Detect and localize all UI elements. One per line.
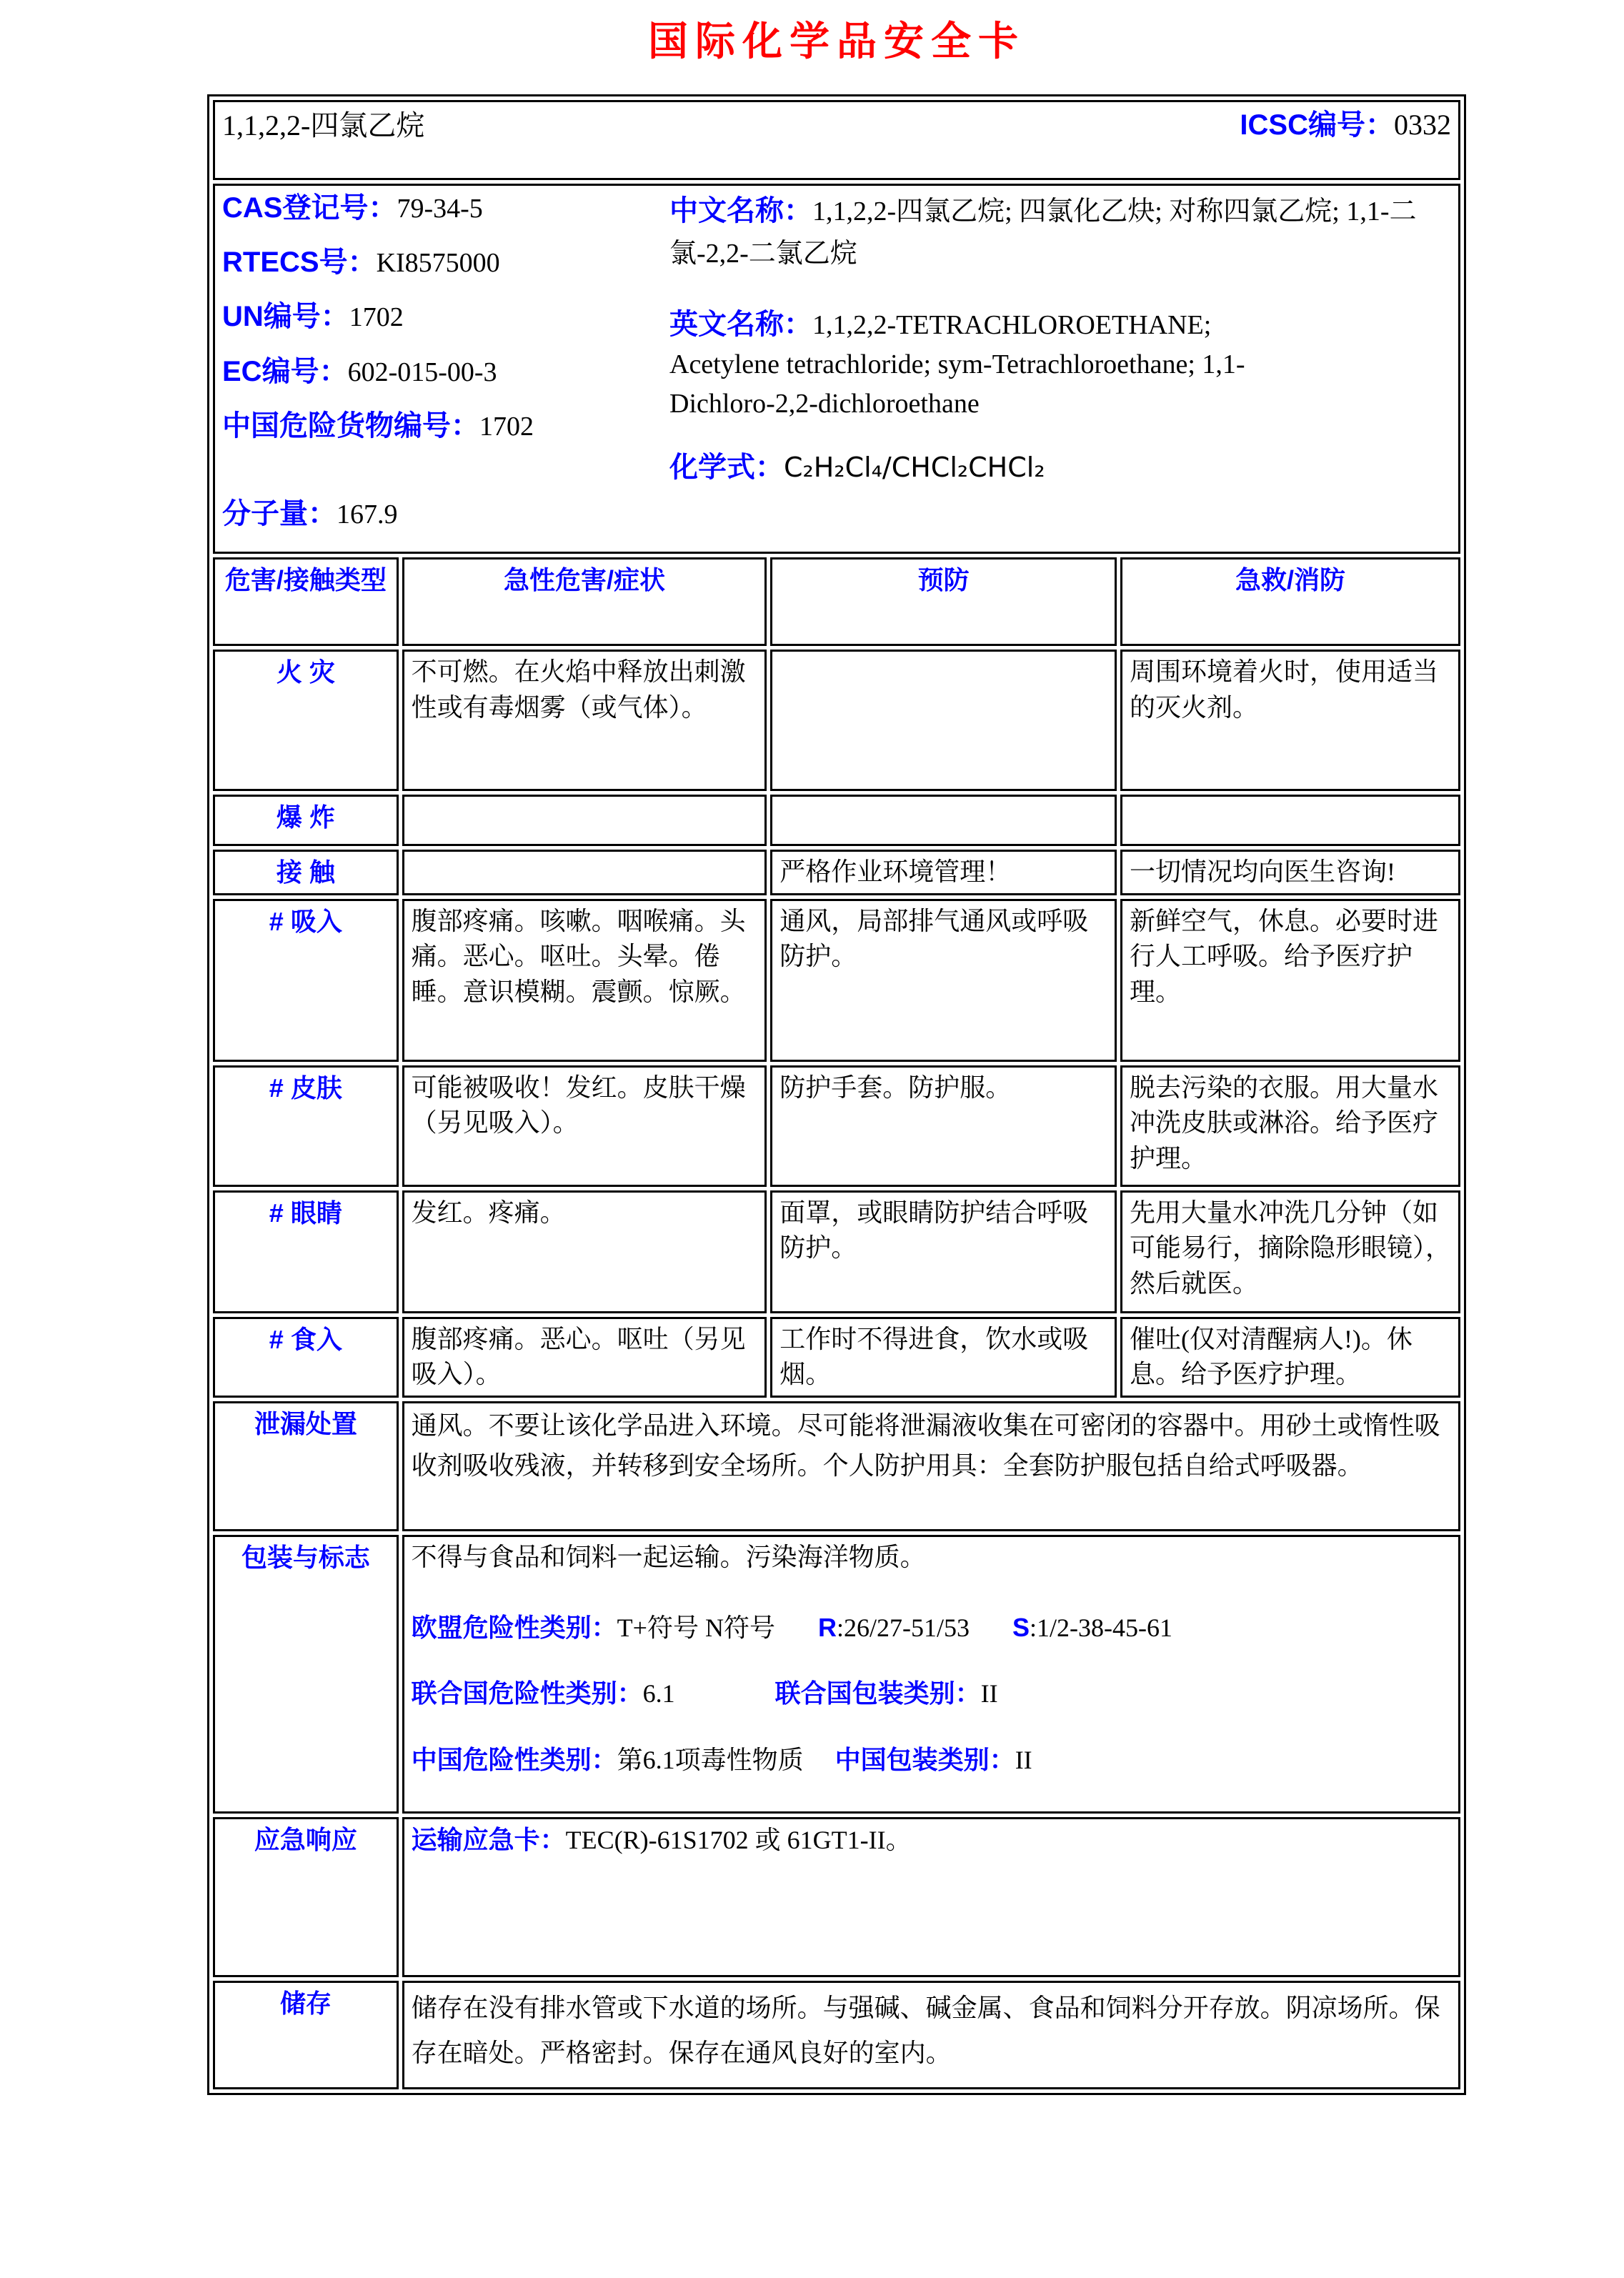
un-hazard-class-label: 联合国危险性类别：: [411, 1678, 643, 1708]
un-hazard-class-value: 6.1: [642, 1679, 675, 1708]
cas-number-line: [222, 189, 665, 228]
section-label: 储存: [213, 1981, 399, 2089]
rtecs-number-line: [222, 243, 665, 282]
cn-pack-group-label: 中国包装类别：: [835, 1745, 1015, 1775]
table-row-packaging-labeling: [213, 1535, 1460, 1814]
spill-disposal-text-cell: [402, 1401, 1460, 1531]
english-name-line: [669, 304, 1255, 424]
china-dg-value: 1702: [479, 411, 534, 442]
table-row-emergency-response: [213, 1817, 1460, 1977]
un-number-line: [222, 297, 665, 337]
first-aid-cell: 新鲜空气，休息。必要时进行人工呼吸。给予医疗护理。: [1120, 899, 1460, 1062]
rtecs-label: RTECS号：: [222, 247, 377, 279]
symptoms-cell: [402, 795, 767, 846]
hazard-type-cell: # 食入: [213, 1317, 399, 1398]
formula-label: 化学式：: [669, 452, 784, 484]
hazard-type-cell: # 皮肤: [213, 1065, 399, 1187]
table-row-storage: [213, 1981, 1460, 2089]
symptoms-cell: [402, 850, 767, 895]
icsc-label: ICSC编号：: [1240, 109, 1394, 141]
chinese-name-value: 1,1,2,2-四氯乙烷; 四氯化乙炔; 对称四氯乙烷; 1,1-二氯-2,2-二氯乙烷: [669, 197, 1417, 269]
icsc-page: [0, 10, 1624, 2095]
packaging-labeling-cell: [402, 1535, 1460, 1814]
prevention-cell: 防护手套。防护服。: [770, 1065, 1117, 1187]
symptoms-cell: 不可燃。在火焰中释放出刺激性或有毒烟雾（或气体）。: [402, 650, 767, 791]
hazard-type-cell: 爆 炸: [213, 795, 399, 846]
section-label: 应急响应: [213, 1817, 399, 1977]
chemical-name: 1,1,2,2-四氯乙烷: [222, 109, 425, 141]
column-header-symptoms: 急性危害/症状: [402, 557, 767, 646]
formula-line: [669, 448, 1451, 487]
molecular-weight-value: 167.9: [337, 499, 398, 529]
icsc-value: 0332: [1394, 109, 1451, 141]
eu-hazard-class-value: T+符号 N符号: [617, 1613, 775, 1642]
ec-value: 602-015-00-3: [347, 357, 497, 387]
cn-class-line: [412, 1742, 1451, 1779]
first-aid-cell: 催吐(仅对清醒病人!)。休息。给予医疗护理。: [1120, 1317, 1460, 1398]
table-row-fire: [213, 650, 1460, 791]
card-header-cell: [213, 100, 1460, 180]
first-aid-cell: [1120, 795, 1460, 846]
first-aid-cell: 周围环境着火时，使用适当的灭火剂。: [1120, 650, 1460, 791]
hazard-type-cell: # 吸入: [213, 899, 399, 1062]
first-aid-cell: 一切情况均向医生咨询!: [1120, 850, 1460, 895]
column-header-first-aid: 急救/消防: [1120, 557, 1460, 646]
spill-disposal-text: 通风。不要让该化学品进入环境。尽可能将泄漏液收集在可密闭的容器中。用砂土或惰性吸收剂吸收残液，并转移到安全场所。个人防护用具：全套防护服包括自给式呼吸器。: [411, 1411, 1440, 1480]
prevention-cell: 工作时不得进食，饮水或吸烟。: [770, 1317, 1117, 1398]
storage-text: 储存在没有排水管或下水道的场所。与强碱、碱金属、食品和饲料分开存放。阴凉场所。保存在暗处。严格密封。保存在通风良好的室内。: [411, 1993, 1440, 2067]
table-row-skin: [213, 1065, 1460, 1187]
ec-number-line: [222, 352, 665, 392]
r-phrases-value: :26/27-51/53: [836, 1613, 970, 1642]
un-pack-group-value: II: [980, 1679, 998, 1708]
cas-label: CAS登记号：: [222, 192, 397, 224]
identification-section: [213, 184, 1460, 554]
china-dg-number-line: [222, 407, 665, 446]
english-name-label: 英文名称：: [669, 308, 812, 340]
table-row-inhalation: [213, 899, 1460, 1062]
hazard-type-cell: # 眼睛: [213, 1190, 399, 1313]
section-label: 包装与标志: [213, 1535, 399, 1814]
table-row-eyes: [213, 1190, 1460, 1313]
chinese-name-line: [669, 189, 1451, 275]
china-dg-label: 中国危险货物编号：: [222, 409, 479, 442]
icsc-card: [207, 94, 1466, 2095]
ec-label: EC编号：: [222, 355, 348, 387]
eu-hazard-class-line: [412, 1610, 1451, 1646]
symptoms-cell: 可能被吸收！发红。皮肤干燥（另见吸入）。: [402, 1065, 767, 1187]
r-phrases-label: R: [817, 1612, 837, 1642]
table-row-contact: [213, 850, 1460, 895]
molecular-weight-line: [222, 494, 665, 534]
hazard-type-cell: 接 触: [213, 850, 399, 895]
column-header-hazard-type: 危害/接触类型: [213, 557, 399, 646]
un-class-line: [412, 1676, 1451, 1712]
formula-value: C₂H₂Cl₄/CHCl₂CHCl₂: [784, 452, 1045, 484]
un-value: 1702: [349, 302, 404, 333]
hazard-type-cell: 火 灾: [213, 650, 399, 791]
transport-emergency-card-value: TEC(R)-61S1702 或 61GT1-II。: [565, 1825, 912, 1854]
un-pack-group-label: 联合国包装类别：: [774, 1678, 981, 1708]
prevention-cell: [770, 650, 1117, 791]
table-row-spill-disposal: [213, 1401, 1460, 1531]
emergency-response-cell: [402, 1817, 1460, 1977]
first-aid-cell: 先用大量水冲洗几分钟（如可能易行，摘除隐形眼镜），然后就医。: [1120, 1190, 1460, 1313]
cn-hazard-class-value: 第6.1项毒性物质: [617, 1746, 804, 1775]
transport-emergency-card-label: 运输应急卡：: [411, 1824, 566, 1854]
cas-value: 79-34-5: [397, 194, 483, 224]
section-label: 泄漏处置: [213, 1401, 399, 1531]
cn-pack-group-value: II: [1015, 1746, 1032, 1775]
symptoms-cell: 腹部疼痛。咳嗽。咽喉痛。头痛。恶心。呕吐。头晕。倦睡。意识模糊。震颤。惊厥。: [402, 899, 767, 1062]
table-row-ingestion: [213, 1317, 1460, 1398]
storage-cell: [402, 1981, 1460, 2089]
prevention-cell: 通风，局部排气通风或呼吸防护。: [770, 899, 1117, 1062]
packaging-transport-note: 不得与食品和饲料一起运输。污染海洋物质。: [411, 1543, 926, 1572]
column-header-prevention: 预防: [770, 557, 1117, 646]
first-aid-cell: 脱去污染的衣服。用大量水冲洗皮肤或淋浴。给予医疗护理。: [1120, 1065, 1460, 1187]
page-title: 国际化学品安全卡: [648, 20, 1025, 64]
table-row-explosion: [213, 795, 1460, 846]
s-phrases-label: S: [1012, 1612, 1030, 1642]
prevention-cell: 严格作业环境管理！: [770, 850, 1117, 895]
icsc-number: [1240, 105, 1451, 145]
prevention-cell: 面罩，或眼睛防护结合呼吸防护。: [770, 1190, 1117, 1313]
rtecs-value: KI8575000: [376, 248, 500, 279]
un-label: UN编号：: [222, 301, 349, 333]
molecular-weight-label: 分子量：: [222, 497, 337, 529]
symptoms-cell: 发红。疼痛。: [402, 1190, 767, 1313]
s-phrases-value: :1/2-38-45-61: [1029, 1613, 1172, 1642]
eu-hazard-class-label: 欧盟危险性类别：: [411, 1612, 617, 1642]
identifier-list: [222, 189, 665, 549]
symptoms-cell: 腹部疼痛。恶心。呕吐（另见吸入）。: [402, 1317, 767, 1398]
english-name-value: 1,1,2,2-TETRACHLOROETHANE; Acetylene tetrachloride; sym-Tetrachloroethane; 1,1-Dichloro-2,2-dichloroethane: [669, 309, 1245, 419]
cn-hazard-class-label: 中国危险性类别：: [411, 1745, 617, 1775]
prevention-cell: [770, 795, 1117, 846]
transport-emergency-card-line: [412, 1822, 1451, 1859]
name-list: [665, 189, 1451, 549]
chinese-name-label: 中文名称：: [669, 195, 812, 227]
